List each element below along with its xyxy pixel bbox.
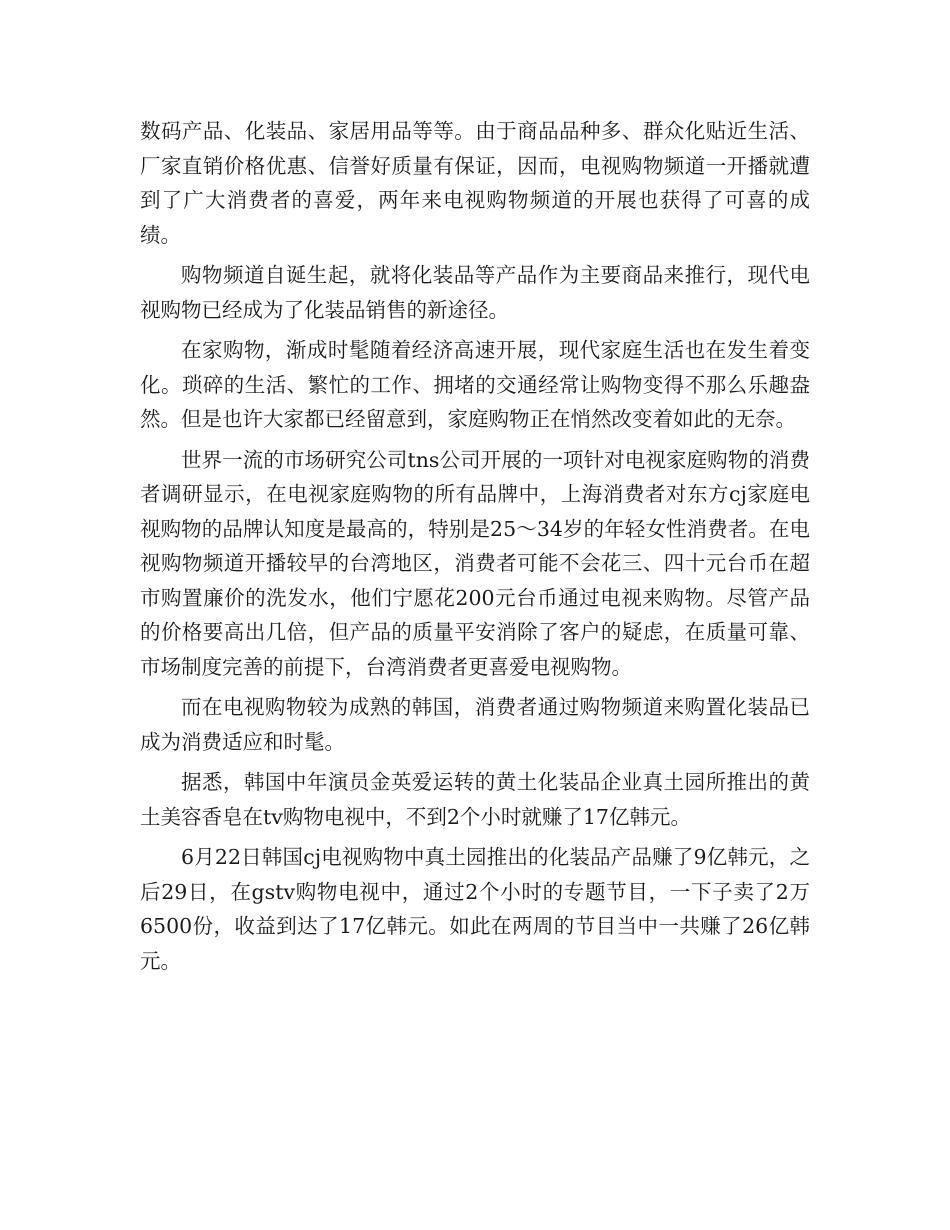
paragraph-6: 据悉，韩国中年演员金英爱运转的黄土化装品企业真土园所推出的黄土美容香皂在tv购物电视中，不到2个小时就赚了17亿韩元。 xyxy=(140,770,810,829)
document-body xyxy=(140,114,810,984)
paragraph-2: 购物频道自诞生起，就将化装品等产品作为主要商品来推行，现代电视购物已经成为了化装品销售的新途径。 xyxy=(140,263,810,322)
paragraph-3: 在家购物，渐成时髦随着经济高速开展，现代家庭生活也在发生着变化。琐碎的生活、繁忙的工作、拥堵的交通经常让购物变得不那么乐趣盎然。但是也许大家都已经留意到，家庭购物正在悄然改变着如此的无奈。 xyxy=(140,338,810,431)
paragraph-5: 而在电视购物较为成熟的韩国，消费者通过购物频道来购置化装品已成为消费适应和时髦。 xyxy=(140,695,810,754)
paragraph-1: 数码产品、化装品、家居用品等等。由于商品品种多、群众化贴近生活、厂家直销价格优惠、信誉好质量有保证，因而，电视购物频道一开播就遭到了广大消费者的喜爱，两年来电视购物频道的开展也获得了可喜的成绩。 xyxy=(140,119,810,247)
paragraph-4: 世界一流的市场研究公司tns公司开展的一项针对电视家庭购物的消费者调研显示，在电视家庭购物的所有品牌中，上海消费者对东方cj家庭电视购物的品牌认知度是最高的，特别是25～34岁的年轻女性消费者。在电视购物频道开播较早的台湾地区，消费者可能不会花三、四十元台币在超市购置廉价的洗发水，他们宁愿花200元台币通过电视来购物。尽管产品的价格要高出几倍，但产品的质量平安消除了客户的疑虑，在质量可靠、市场制度完善的前提下，台湾消费者更喜爱电视购物。 xyxy=(140,447,810,679)
paragraph-7: 6月22日韩国cj电视购物中真土园推出的化装品产品赚了9亿韩元，之后29日，在gstv购物电视中，通过2个小时的专题节目，一下子卖了2万6500份，收益到达了17亿韩元。如此在两周的节目当中一共赚了26亿韩元。 xyxy=(140,845,810,973)
